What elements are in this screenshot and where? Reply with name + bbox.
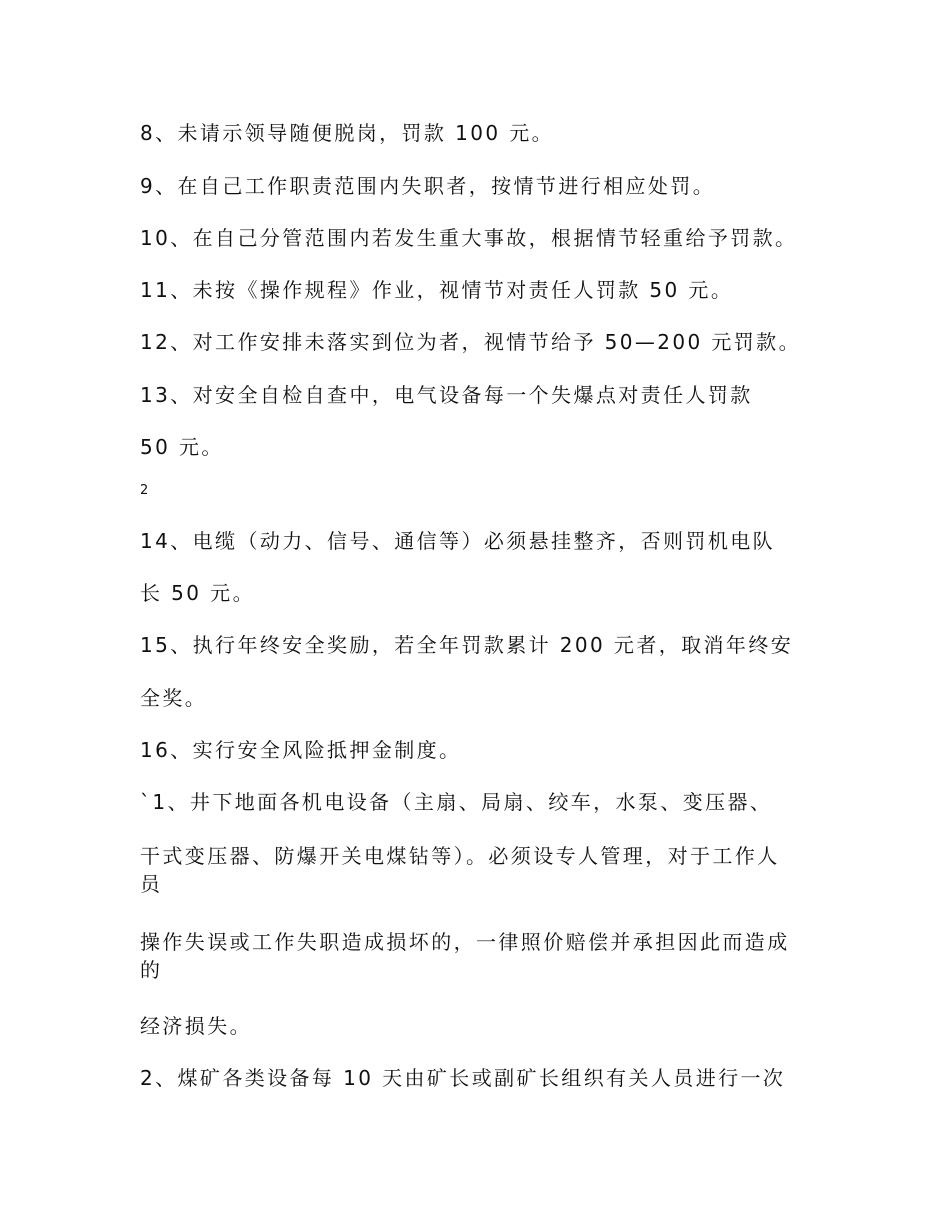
page-number: 2 bbox=[140, 483, 149, 498]
text-line-13: 13、对安全自检自查中，电气设备每一个失爆点对责任人罚款 bbox=[140, 383, 753, 407]
text-line-14-cont: 长 50 元。 bbox=[140, 581, 255, 605]
text-line-16-2: 2、煤矿各类设备每 10 天由矿长或副矿长组织有关人员进行一次 bbox=[140, 1066, 786, 1090]
text-line-16-1: `1、井下地面各机电设备（主扇、局扇、绞车，水泵、变压器、 bbox=[140, 790, 773, 814]
text-line-8: 8、未请示领导随便脱岗，罚款 100 元。 bbox=[140, 121, 555, 145]
text-line-11: 11、未按《操作规程》作业，视情节对责任人罚款 50 元。 bbox=[140, 278, 734, 302]
text-line-13-cont: 50 元。 bbox=[140, 435, 224, 459]
text-line-16-1-cont-c: 经济损失。 bbox=[140, 1014, 252, 1038]
text-line-16-1-cont-a: 干式变压器、防爆开关电煤钻等）。必须设专人管理，对于工作人员 bbox=[140, 844, 780, 896]
text-line-16: 16、实行安全风险抵押金制度。 bbox=[140, 738, 462, 762]
text-line-9: 9、在自己工作职责范围内失职者，按情节进行相应处罚。 bbox=[140, 174, 716, 198]
text-line-15-cont: 全奖。 bbox=[140, 686, 208, 710]
text-line-14: 14、电缆（动力、信号、通信等）必须悬挂整齐，否则罚机电队 bbox=[140, 529, 776, 553]
text-line-16-1-cont-b: 操作失误或工作失职造成损坏的，一律照价赔偿并承担因此而造成的 bbox=[140, 930, 790, 982]
text-line-12: 12、对工作安排未落实到位为者，视情节给予 50—200 元罚款。 bbox=[140, 330, 801, 354]
text-line-15: 15、执行年终安全奖励，若全年罚款累计 200 元者，取消年终安 bbox=[140, 633, 794, 657]
text-line-10: 10、在自己分管范围内若发生重大事故，根据情节轻重给予罚款。 bbox=[140, 226, 798, 250]
